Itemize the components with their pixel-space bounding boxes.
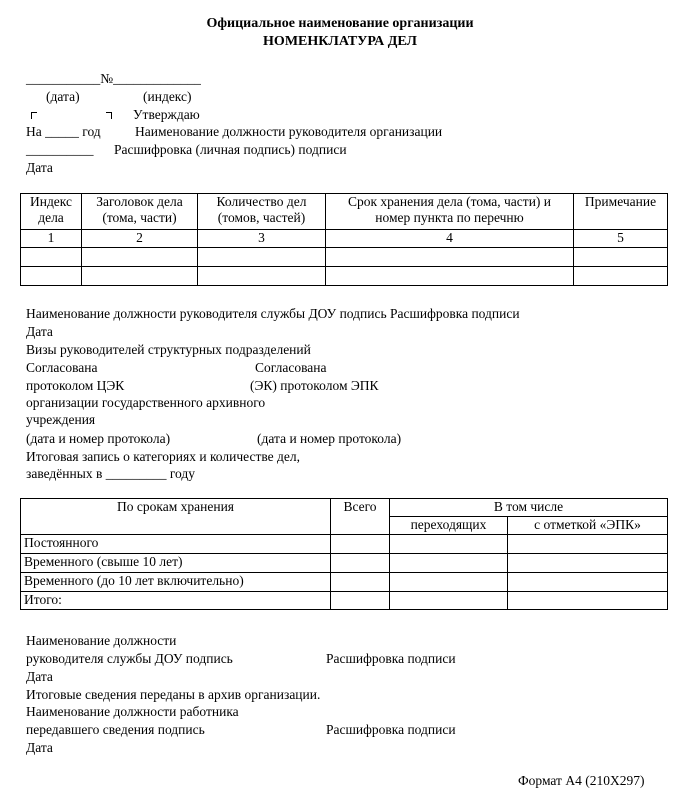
summary-row (21, 592, 668, 610)
signature-blank: __________ (26, 142, 94, 157)
date-label: Дата (26, 160, 53, 175)
protocol-date-right: (дата и номер протокола) (257, 431, 402, 446)
table-cell (331, 535, 390, 554)
table-cell (390, 592, 508, 610)
table-number-row (21, 230, 668, 248)
table-cell (390, 573, 508, 592)
table-header-row (21, 194, 668, 230)
position-line: Наименование должности (26, 633, 177, 648)
agreed-left: Согласована (26, 360, 98, 375)
row-label: Временного (до 10 лет включительно) (21, 573, 331, 592)
column-number: 2 (82, 230, 198, 248)
left-corner-mark (31, 112, 37, 119)
signature-decode: Расшифровка (личная подпись) подписи (114, 142, 347, 157)
nomenclature-table (20, 193, 668, 286)
signature-decode: Расшифровка подписи (326, 722, 456, 737)
header-transit: переходящих (390, 517, 508, 535)
date-label: Дата (26, 324, 53, 339)
year-line: На _____ год (26, 124, 101, 139)
table-cell (21, 267, 82, 286)
summary-line-1: Итоговая запись о категориях и количестве дел, (26, 449, 300, 464)
date-label: Дата (26, 740, 53, 755)
table-cell (390, 554, 508, 573)
table-cell (198, 248, 326, 267)
table-cell (326, 267, 574, 286)
protocol-date-left: (дата и номер протокола) (26, 431, 171, 446)
header-index: Индекс дела (21, 194, 82, 230)
head-position: Наименование должности руководителя организации (135, 124, 443, 139)
row-label: Временного (свыше 10 лет) (21, 554, 331, 573)
table-row (21, 248, 668, 267)
header-storage: По срокам хранения (21, 499, 331, 535)
page-format: Формат А4 (210Х297) (518, 773, 645, 788)
summary-row (21, 554, 668, 573)
sender-line: передавшего сведения подпись (26, 722, 205, 737)
protocol-right: (ЭК) протоколом ЭПК (250, 378, 379, 393)
protocol-left: протоколом ЦЭК (26, 378, 125, 393)
summary-header-row (21, 499, 668, 517)
table-row (21, 267, 668, 286)
summary-row (21, 573, 668, 592)
table-cell (82, 267, 198, 286)
header-case-title: Заголовок дела (тома, части) (82, 194, 198, 230)
summary-table (20, 498, 668, 610)
signature-decode: Расшифровка подписи (326, 651, 456, 666)
dou-head-line: Наименование должности руководителя службы ДОУ подпись Расшифровка подписи (26, 306, 520, 321)
organization-name: Официальное наименование организации (206, 16, 474, 31)
table-cell (82, 248, 198, 267)
column-number: 1 (21, 230, 82, 248)
table-cell (331, 554, 390, 573)
number-line: ___________№_____________ (26, 71, 201, 86)
table-cell (508, 592, 668, 610)
table-cell (508, 554, 668, 573)
table-cell (331, 592, 390, 610)
row-label: Итого: (21, 592, 331, 610)
summary-row (21, 535, 668, 554)
date-caption: (дата) (46, 89, 80, 104)
header-note: Примечание (574, 194, 668, 230)
date-label: Дата (26, 669, 53, 684)
table-cell (574, 248, 668, 267)
table-cell (21, 248, 82, 267)
document-title: НОМЕНКЛАТУРА ДЕЛ (263, 34, 417, 49)
agreed-right: Согласована (255, 360, 327, 375)
visas-line: Визы руководителей структурных подразделений (26, 342, 311, 357)
header-case-count: Количество дел (томов, частей) (198, 194, 326, 230)
row-label: Постоянного (21, 535, 331, 554)
right-corner-mark (106, 112, 112, 119)
column-number: 3 (198, 230, 326, 248)
table-cell (331, 573, 390, 592)
position-line: Наименование должности работника (26, 704, 239, 719)
table-cell (508, 573, 668, 592)
dou-head-line: руководителя службы ДОУ подпись (26, 651, 233, 666)
summary-line-2: заведённых в _________ году (26, 466, 195, 481)
header-total: Всего (331, 499, 390, 535)
approve-label: Утверждаю (133, 107, 200, 122)
archive-org-line: организации государственного архивного (26, 395, 266, 410)
column-number: 4 (326, 230, 574, 248)
table-cell (508, 535, 668, 554)
column-number: 5 (574, 230, 668, 248)
table-cell (390, 535, 508, 554)
table-cell (574, 267, 668, 286)
table-cell (198, 267, 326, 286)
header-storage-period: Срок хранения дела (тома, части) и номер пункта по перечню (326, 194, 574, 230)
table-cell (326, 248, 574, 267)
header-epk: с отметкой «ЭПК» (508, 517, 668, 535)
index-caption: (индекс) (143, 89, 192, 104)
transferred-line: Итоговые сведения переданы в архив организации. (26, 687, 321, 702)
header-including: В том числе (390, 499, 668, 517)
institution-line: учреждения (26, 412, 96, 427)
